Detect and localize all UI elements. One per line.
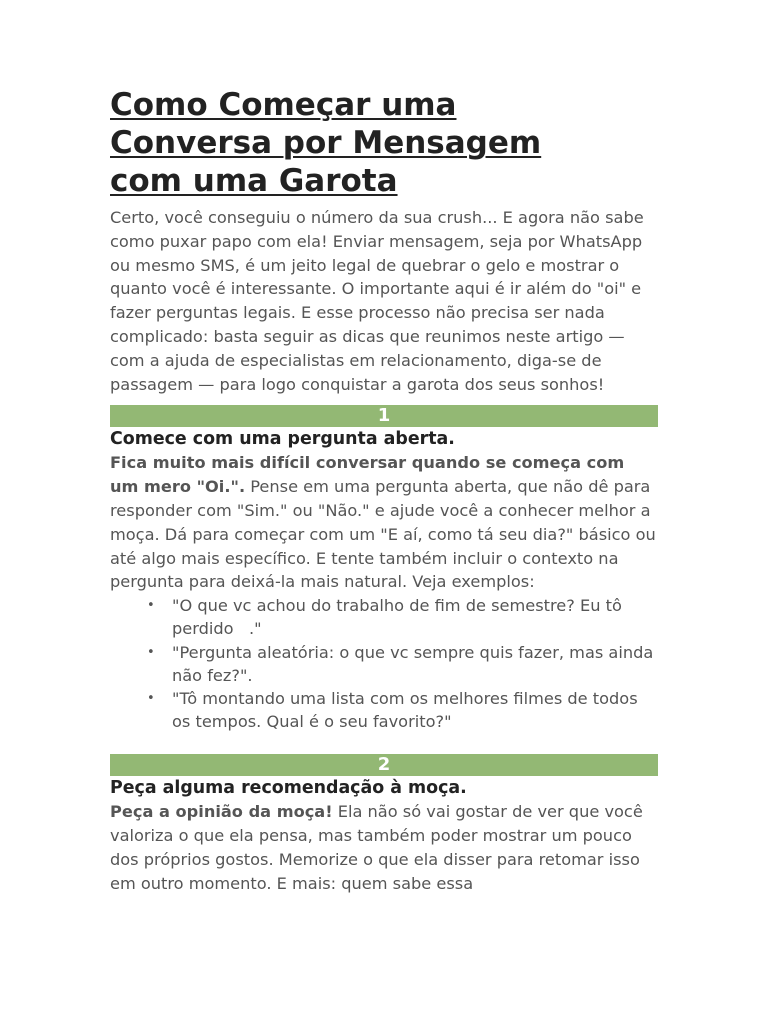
list-item xyxy=(147,687,658,733)
step-1-heading: Comece com uma pergunta aberta. xyxy=(110,429,455,450)
step-1-number: 1 xyxy=(377,405,391,427)
step-2-body: Ela não só vai gostar de ver que você valoriza o que ela pensa, mas também poder mostrar um pouco dos próprios gostos. Memorize o que ela disser para retomar isso em outro momento. E mais: quem sabe essa xyxy=(110,802,643,893)
article-title xyxy=(110,86,658,200)
step-2-lead: Peça a opinião da moça! xyxy=(110,802,333,822)
step-1-bar xyxy=(110,405,658,427)
intro-paragraph: Certo, você conseguiu o número da sua crush... E agora não sabe como puxar papo com ela! Enviar mensagem, seja por WhatsApp ou mesmo SMS, é um jeito legal de quebrar o gelo e mostrar o quanto você é interessante. O importante aqui é ir além do "oi" e fazer perguntas legais. E esse processo não precisa ser nada complicado: basta seguir as dicas que reunimos neste artigo — com a ajuda de especialistas em relacionamento, diga-se de passagem — para logo conquistar a garota dos seus sonhos! xyxy=(110,208,644,394)
step-2-number: 2 xyxy=(377,754,391,776)
step-2-heading: Peça alguma recomendação à moça. xyxy=(110,778,467,799)
title-line-1: Como Começar uma xyxy=(110,87,457,123)
article xyxy=(110,86,658,896)
step-2-bar xyxy=(110,754,658,776)
step-2-text xyxy=(110,800,658,895)
step-1-text xyxy=(110,451,658,594)
example-text: "O que vc achou do trabalho de fim de semestre? Eu tô perdido ." xyxy=(172,596,622,639)
example-text: "Tô montando uma lista com os melhores filmes de todos os tempos. Qual é o seu favorito?" xyxy=(172,688,638,732)
example-text: "Pergunta aleatória: o que vc sempre quis fazer, mas ainda não fez?". xyxy=(172,642,654,685)
list-item xyxy=(147,594,658,640)
step-1-examples xyxy=(110,594,658,733)
title-line-2: Conversa por Mensagem xyxy=(110,125,542,161)
step-1-lead: Fica muito mais difícil conversar quando se começa com um mero "Oi.". xyxy=(110,453,625,497)
list-item xyxy=(147,641,658,687)
bullet-icon: • xyxy=(147,598,155,614)
step-1-body: Pense em uma pergunta aberta, que não dê para responder com "Sim." ou "Não." e ajude você a conhecer melhor a moça. Dá para começar com um "E aí, como tá seu dia?" básico ou até algo mais específico. E tente também incluir o contexto na pergunta para deixá-la mais natural. Veja exemplos: xyxy=(110,477,656,592)
title-line-3: com uma Garota xyxy=(110,163,398,199)
bullet-icon: • xyxy=(147,644,155,660)
bullet-icon: • xyxy=(147,690,155,706)
